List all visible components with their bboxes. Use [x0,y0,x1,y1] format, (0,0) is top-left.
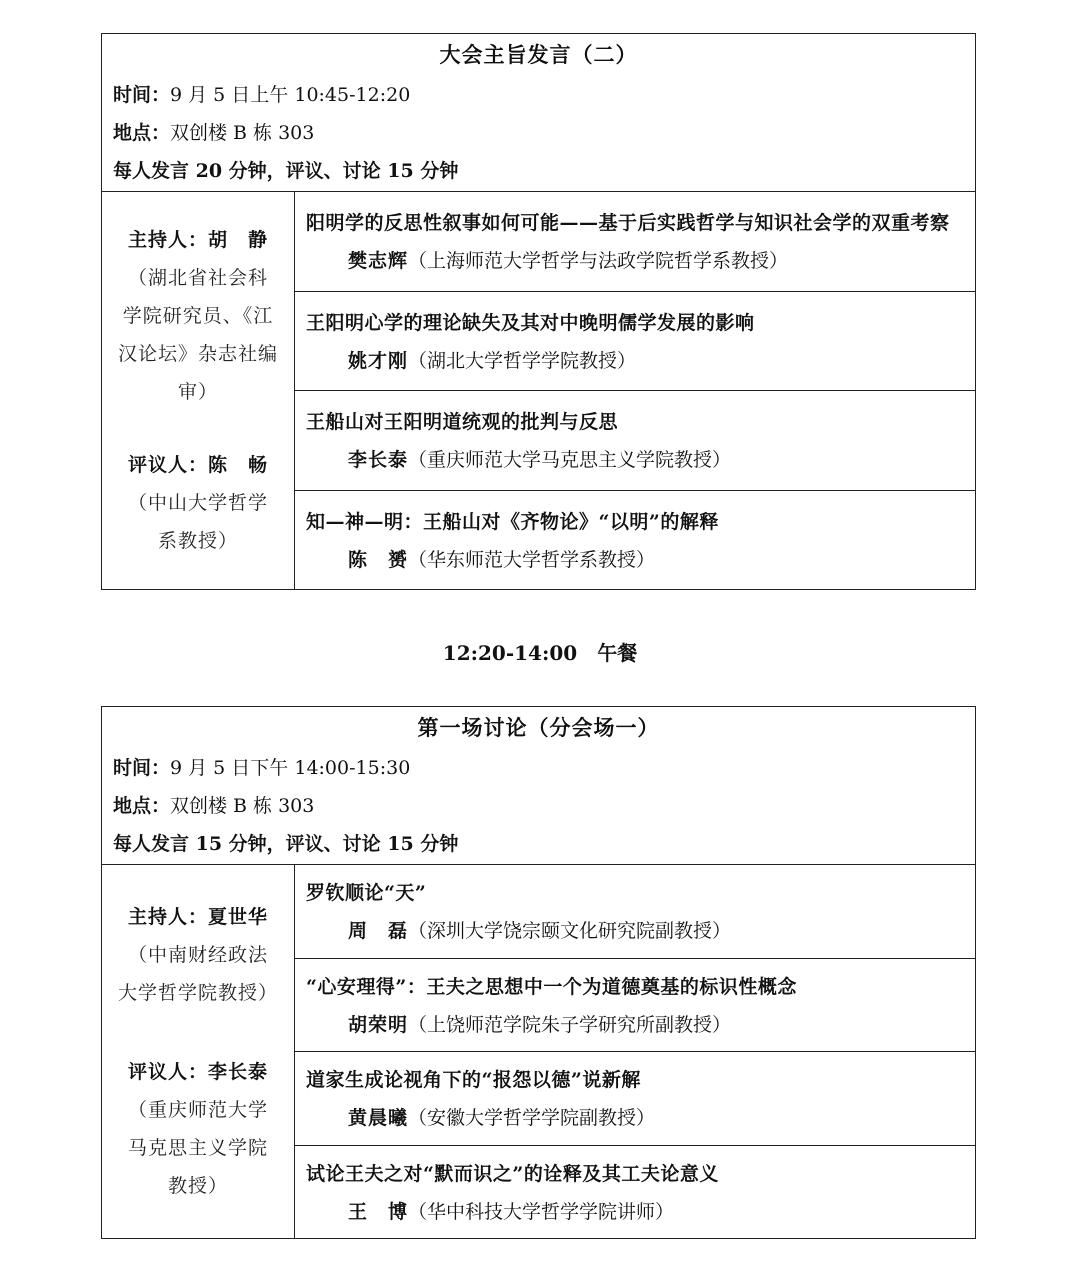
talk-speaker [306,441,965,479]
reviewer-name: 评议人：李长泰 [127,1061,268,1084]
place-value: 双创楼 B 栋 303 [170,795,315,817]
talk-speaker [306,1193,965,1231]
speaker-affiliation: （湖北大学哲学学院教授） [408,349,637,372]
talk-row [295,292,975,392]
talk-speaker [306,242,965,280]
talk-speaker [306,342,965,380]
lunch-break: 12:20-14:00 午餐 [442,641,638,665]
talk-row [295,391,975,491]
talk-row [295,865,975,959]
host-name: 主持人：胡 静 [127,229,268,252]
host-affiliation-line: 审） [177,381,218,404]
speaker-affiliation: （上饶师范学院朱子学研究所副教授） [408,1013,732,1036]
session-rule: 每人发言 20 分钟，评议、讨论 15 分钟 [113,160,459,182]
chairs-column [102,192,295,589]
speaker-affiliation: （安徽大学哲学学院副教授） [408,1107,656,1130]
host-name: 主持人：夏世华 [127,905,268,928]
talk-speaker [306,541,965,579]
speaker-name: 黄晨曦 [348,1107,409,1130]
talk-title: 阳明学的反思性叙事如何可能——基于后实践哲学与知识社会学的双重考察 [306,212,950,235]
time-label: 时间： [113,84,171,106]
talk-speaker [306,1006,965,1044]
reviewer-block [112,446,284,560]
talk-title: 道家生成论视角下的“报怨以德”说新解 [306,1069,641,1092]
chairs-column [102,865,295,1238]
talk-speaker [306,1099,965,1137]
host-affiliation-line: （湖北省社会科 [127,267,268,290]
reviewer-block [112,1053,284,1205]
speaker-name: 胡荣明 [348,1013,409,1036]
host-block [112,898,284,1012]
speaker-affiliation: （华东师范大学哲学系教授） [408,548,656,571]
speaker-affiliation: （深圳大学饶宗颐文化研究院副教授） [408,920,732,943]
reviewer-affiliation-line: 马克思主义学院 [127,1137,268,1160]
session-body [102,191,975,589]
speaker-affiliation: （重庆师范大学马克思主义学院教授） [408,449,732,472]
talk-title: “心安理得”：王夫之思想中一个为道德奠基的标识性概念 [306,975,797,998]
session-rule: 每人发言 15 分钟，评议、讨论 15 分钟 [113,833,459,855]
reviewer-affiliation-line: （重庆师范大学 [127,1099,268,1122]
talk-speaker [306,912,965,950]
speaker-name: 李长泰 [348,449,409,472]
reviewer-affiliation-line: （中山大学哲学 [127,491,268,514]
reviewer-affiliation-line: 系教授） [157,529,238,552]
speaker-name: 陈 赟 [348,548,409,571]
session-place [102,114,975,152]
talk-title: 试论王夫之对“默而识之”的诠释及其工夫论意义 [306,1162,719,1185]
host-affiliation-line: （中南财经政法 [127,943,268,966]
place-label: 地点： [113,122,171,144]
session-time [102,76,975,114]
session-discussion-1 [101,706,976,1239]
talk-row [295,1052,975,1146]
session-body [102,864,975,1238]
talks-column [295,192,975,589]
talk-row [295,1146,975,1239]
speaker-name: 王 博 [348,1200,409,1223]
place-value: 双创楼 B 栋 303 [170,122,315,144]
session-time [102,749,975,787]
time-value: 9 月 5 日下午 14:00-15:30 [170,757,411,779]
session-keynote-2 [101,33,976,590]
talk-title: 王船山对王阳明道统观的批判与反思 [306,411,619,434]
speaker-name: 周 磊 [348,920,409,943]
speaker-affiliation: （华中科技大学哲学学院讲师） [408,1200,675,1223]
session-title: 第一场讨论（分会场一） [417,715,660,740]
reviewer-name: 评议人：陈 畅 [127,453,268,476]
talk-title: 罗钦顺论“天” [306,882,427,905]
time-label: 时间： [113,757,171,779]
place-label: 地点： [113,795,171,817]
session-place [102,787,975,825]
speaker-name: 姚才刚 [348,349,409,372]
talk-row [295,959,975,1053]
host-block [112,221,284,411]
speaker-name: 樊志辉 [348,250,409,273]
talks-column [295,865,975,1238]
host-affiliation-line: 大学哲学院教授） [117,981,278,1004]
talk-title: 知—神—明：王船山对《齐物论》“以明”的解释 [306,510,719,533]
talk-title: 王阳明心学的理论缺失及其对中晚明儒学发展的影响 [306,311,755,334]
speaker-affiliation: （上海师范大学哲学与法政学院哲学系教授） [408,250,789,273]
host-affiliation-line: 汉论坛》杂志社编 [117,343,278,366]
host-affiliation-line: 学院研究员、《江 [122,305,274,328]
talk-row [295,192,975,292]
reviewer-affiliation-line: 教授） [167,1175,228,1198]
session-title: 大会主旨发言（二） [439,42,638,67]
talk-row [295,491,975,590]
time-value: 9 月 5 日上午 10:45-12:20 [170,84,411,106]
